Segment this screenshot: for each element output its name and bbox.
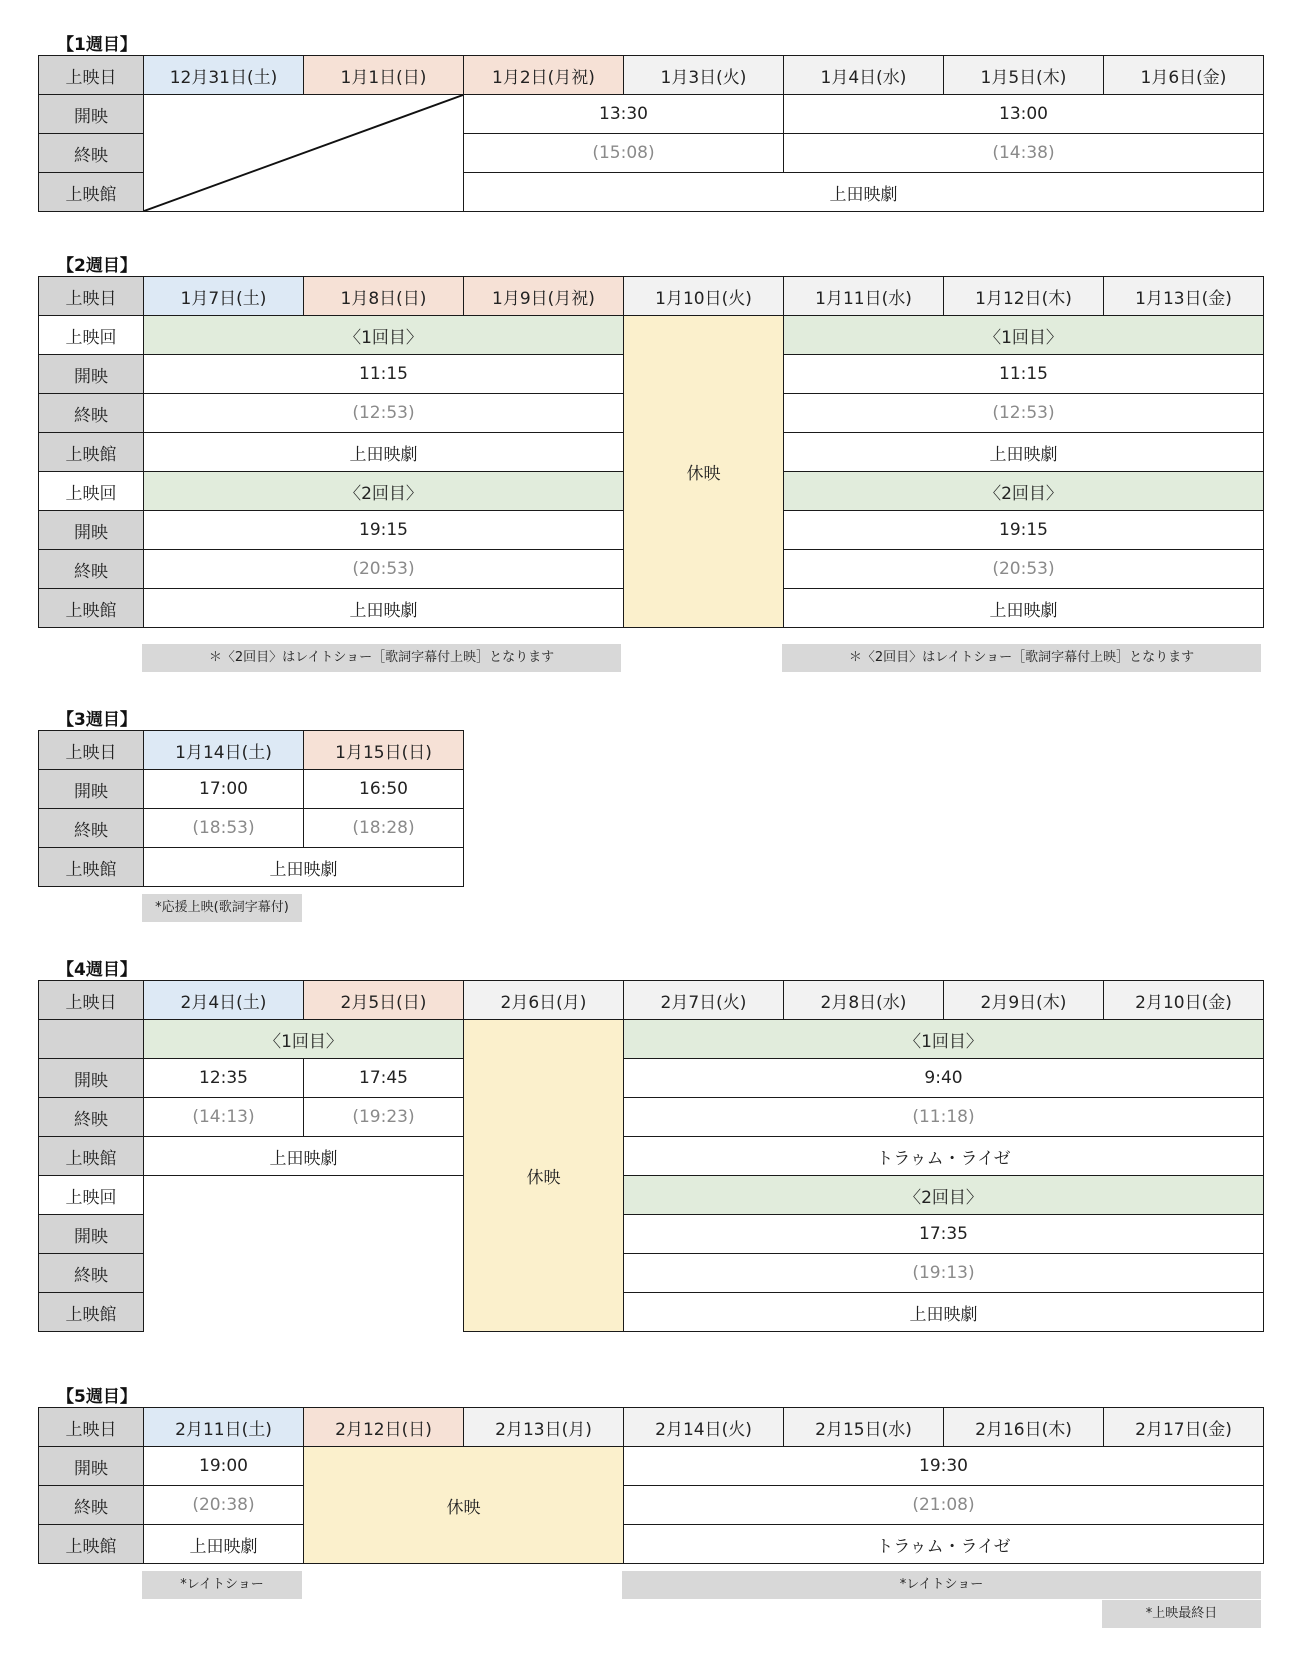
row-label-start: 開映	[39, 95, 144, 134]
end-time-cell: (20:38)	[144, 1486, 304, 1525]
date-cell: 1月8日(日)	[304, 277, 464, 316]
date-cell: 2月7日(火)	[624, 981, 784, 1020]
week5-title: 【5週目】	[57, 1387, 137, 1407]
week4-table	[38, 980, 1264, 1332]
row-label-start: 開映	[39, 511, 144, 550]
venue-cell: トラゥム・ライゼ	[624, 1525, 1264, 1564]
start-time-cell: 16:50	[304, 770, 464, 809]
start-time-cell: 19:15	[144, 511, 624, 550]
date-cell: 1月11日(水)	[784, 277, 944, 316]
venue-cell: 上田映劇	[144, 589, 624, 628]
date-cell: 2月12日(日)	[304, 1408, 464, 1447]
row-label-end: 終映	[39, 1254, 144, 1293]
week4-title: 【4週目】	[57, 960, 137, 980]
row-label-blank	[39, 1020, 144, 1059]
row-label-start: 開映	[39, 1059, 144, 1098]
date-cell: 2月10日(金)	[1104, 981, 1264, 1020]
row-label-venue: 上映館	[39, 173, 144, 212]
date-cell: 1月5日(木)	[944, 56, 1104, 95]
start-time-cell: 17:45	[304, 1059, 464, 1098]
row-label-venue: 上映館	[39, 1525, 144, 1564]
round-cell: 〈2回目〉	[144, 472, 624, 511]
date-cell: 1月3日(火)	[624, 56, 784, 95]
week3-title: 【3週目】	[57, 710, 137, 730]
start-time-cell: 11:15	[144, 355, 624, 394]
no-screening-cell: 休映	[304, 1447, 624, 1564]
venue-cell: 上田映劇	[784, 589, 1264, 628]
date-cell: 12月31日(土)	[144, 56, 304, 95]
end-time-cell: (14:13)	[144, 1098, 304, 1137]
week5-table	[38, 1407, 1264, 1564]
venue-cell: 上田映劇	[144, 848, 464, 887]
no-screening-cell: 休映	[624, 316, 784, 628]
round-cell: 〈1回目〉	[144, 1020, 464, 1059]
date-cell: 2月13日(月)	[464, 1408, 624, 1447]
start-time-cell: 17:35	[624, 1215, 1264, 1254]
late-show-note: *レイトショー	[622, 1571, 1261, 1599]
week1-title: 【1週目】	[57, 35, 137, 55]
date-cell: 1月12日(木)	[944, 277, 1104, 316]
final-day-note: *上映最終日	[1102, 1600, 1261, 1628]
venue-cell: 上田映劇	[144, 1525, 304, 1564]
start-time-cell: 13:30	[464, 95, 784, 134]
date-cell: 1月6日(金)	[1104, 56, 1264, 95]
date-cell: 1月10日(火)	[624, 277, 784, 316]
round-cell: 〈1回目〉	[144, 316, 624, 355]
row-label-end: 終映	[39, 134, 144, 173]
end-time-cell: (19:23)	[304, 1098, 464, 1137]
diagonal-slash	[144, 95, 463, 211]
round-cell: 〈2回目〉	[624, 1176, 1264, 1215]
end-time-cell: (20:53)	[784, 550, 1264, 589]
row-label-start: 開映	[39, 1447, 144, 1486]
date-cell: 1月14日(土)	[144, 731, 304, 770]
week3-table	[38, 730, 464, 887]
end-time-cell: (18:53)	[144, 809, 304, 848]
late-show-note: ＊〈2回目〉はレイトショー［歌詞字幕付上映］となります	[142, 644, 621, 672]
venue-cell: 上田映劇	[144, 1137, 464, 1176]
date-cell: 1月1日(日)	[304, 56, 464, 95]
row-label-start: 開映	[39, 355, 144, 394]
date-cell: 1月4日(水)	[784, 56, 944, 95]
venue-cell: 上田映劇	[144, 433, 624, 472]
start-time-cell: 19:30	[624, 1447, 1264, 1486]
end-time-cell: (11:18)	[624, 1098, 1264, 1137]
start-time-cell: 17:00	[144, 770, 304, 809]
date-cell: 2月17日(金)	[1104, 1408, 1264, 1447]
row-label-end: 終映	[39, 1098, 144, 1137]
row-label-end: 終映	[39, 1486, 144, 1525]
no-screening-diagonal-cell	[144, 95, 464, 212]
date-cell: 2月6日(月)	[464, 981, 624, 1020]
end-time-cell: (15:08)	[464, 134, 784, 173]
row-label-start: 開映	[39, 770, 144, 809]
venue-cell: 上田映劇	[464, 173, 1264, 212]
cheer-screening-note: *応援上映(歌詞字幕付)	[142, 894, 302, 922]
date-cell: 2月16日(木)	[944, 1408, 1104, 1447]
venue-cell: 上田映劇	[784, 433, 1264, 472]
date-cell: 2月15日(水)	[784, 1408, 944, 1447]
round-cell: 〈1回目〉	[784, 316, 1264, 355]
row-label-date: 上映日	[39, 731, 144, 770]
row-label-round: 上映回	[39, 1176, 144, 1215]
end-time-cell: (18:28)	[304, 809, 464, 848]
start-time-cell: 13:00	[784, 95, 1264, 134]
date-cell: 1月9日(月祝)	[464, 277, 624, 316]
week2-title: 【2週目】	[57, 256, 137, 276]
date-cell: 1月7日(土)	[144, 277, 304, 316]
end-time-cell: (19:13)	[624, 1254, 1264, 1293]
row-label-end: 終映	[39, 809, 144, 848]
row-label-date: 上映日	[39, 1408, 144, 1447]
start-time-cell: 19:15	[784, 511, 1264, 550]
row-label-end: 終映	[39, 394, 144, 433]
start-time-cell: 11:15	[784, 355, 1264, 394]
late-show-note: *レイトショー	[142, 1571, 302, 1599]
venue-cell: トラゥム・ライゼ	[624, 1137, 1264, 1176]
start-time-cell: 9:40	[624, 1059, 1264, 1098]
row-label-venue: 上映館	[39, 589, 144, 628]
date-cell: 2月9日(木)	[944, 981, 1104, 1020]
empty-area	[144, 1176, 464, 1332]
date-cell: 2月14日(火)	[624, 1408, 784, 1447]
date-cell: 1月13日(金)	[1104, 277, 1264, 316]
row-label-start: 開映	[39, 1215, 144, 1254]
row-label-venue: 上映館	[39, 1137, 144, 1176]
end-time-cell: (12:53)	[144, 394, 624, 433]
row-label-end: 終映	[39, 550, 144, 589]
date-cell: 2月5日(日)	[304, 981, 464, 1020]
date-cell: 1月2日(月祝)	[464, 56, 624, 95]
end-time-cell: (20:53)	[144, 550, 624, 589]
row-label-venue: 上映館	[39, 433, 144, 472]
end-time-cell: (14:38)	[784, 134, 1264, 173]
row-label-date: 上映日	[39, 56, 144, 95]
end-time-cell: (21:08)	[624, 1486, 1264, 1525]
start-time-cell: 12:35	[144, 1059, 304, 1098]
row-label-venue: 上映館	[39, 1293, 144, 1332]
date-cell: 2月8日(水)	[784, 981, 944, 1020]
date-cell: 2月4日(土)	[144, 981, 304, 1020]
end-time-cell: (12:53)	[784, 394, 1264, 433]
row-label-date: 上映日	[39, 277, 144, 316]
week2-table	[38, 276, 1264, 628]
round-cell: 〈1回目〉	[624, 1020, 1264, 1059]
round-cell: 〈2回目〉	[784, 472, 1264, 511]
row-label-date: 上映日	[39, 981, 144, 1020]
late-show-note: ＊〈2回目〉はレイトショー［歌詞字幕付上映］となります	[782, 644, 1261, 672]
row-label-round: 上映回	[39, 472, 144, 511]
row-label-venue: 上映館	[39, 848, 144, 887]
row-label-round: 上映回	[39, 316, 144, 355]
start-time-cell: 19:00	[144, 1447, 304, 1486]
no-screening-cell: 休映	[464, 1020, 624, 1332]
venue-cell: 上田映劇	[624, 1293, 1264, 1332]
date-cell: 2月11日(土)	[144, 1408, 304, 1447]
week1-table	[38, 55, 1264, 212]
date-cell: 1月15日(日)	[304, 731, 464, 770]
